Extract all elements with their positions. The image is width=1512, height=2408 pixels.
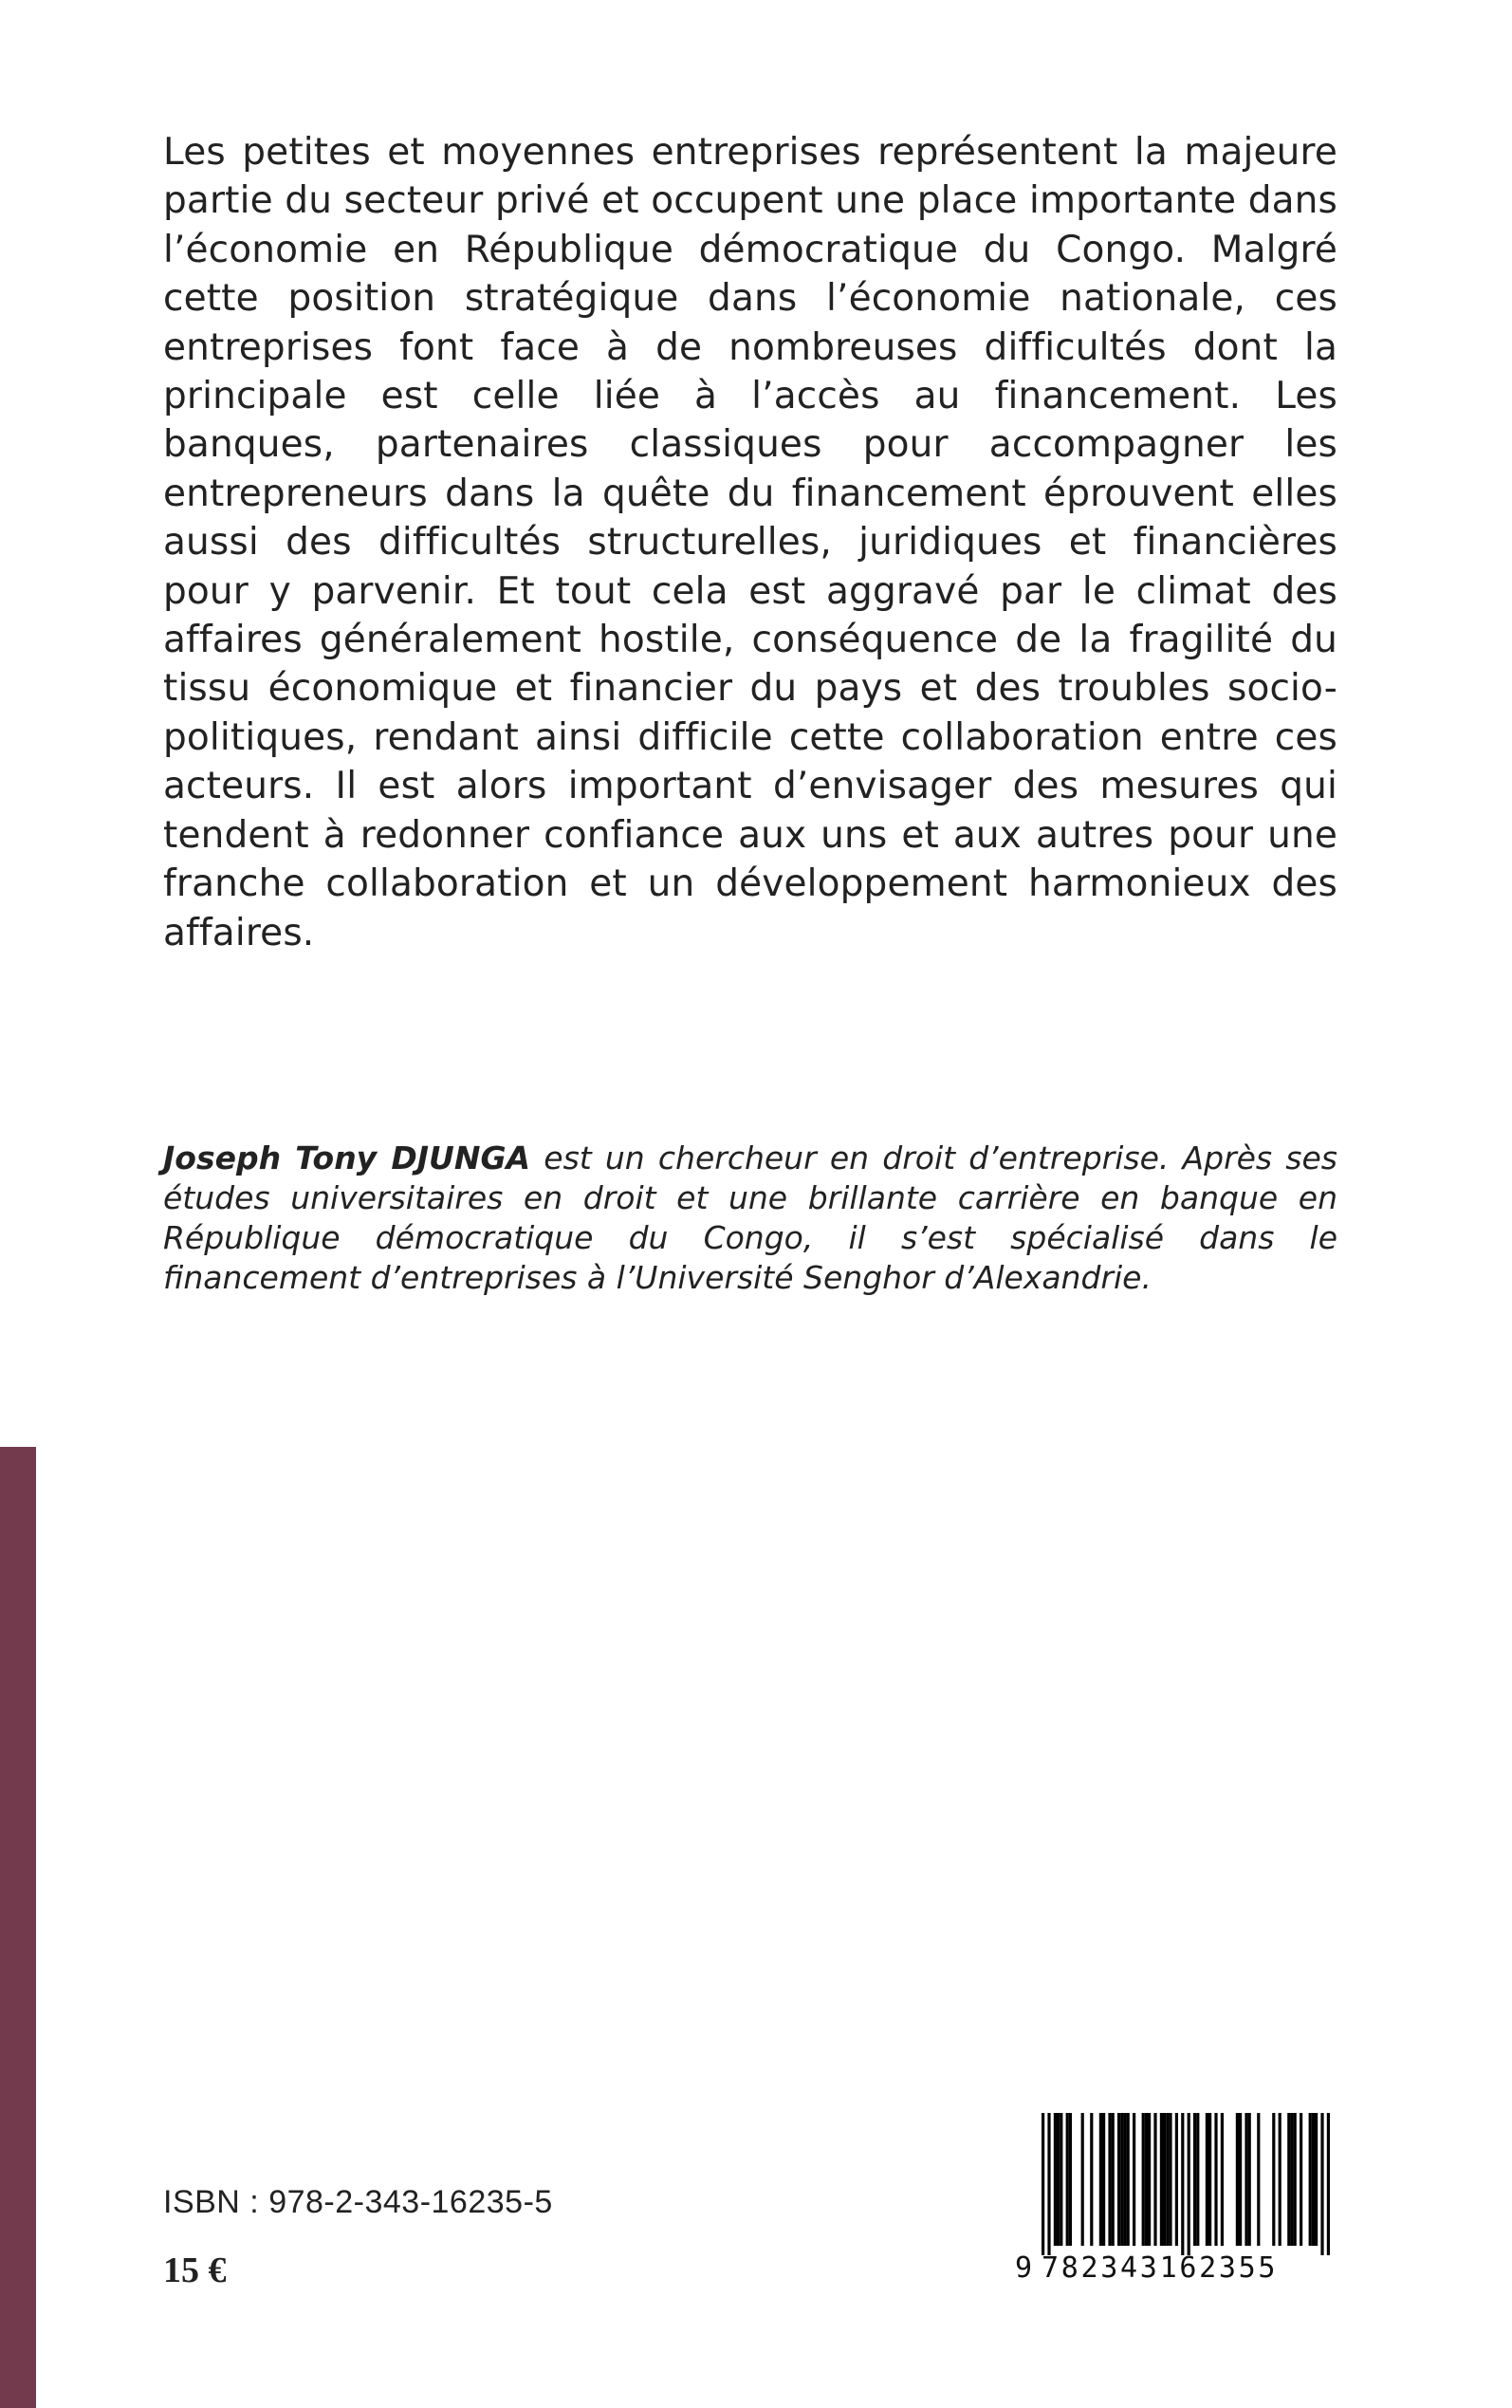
- barcode-bar: [1206, 2113, 1208, 2246]
- barcode-bar: [1148, 2113, 1151, 2246]
- barcode-bar: [1066, 2113, 1069, 2246]
- barcode-bar: [1123, 2113, 1126, 2246]
- barcode-bar: [1248, 2113, 1251, 2246]
- barcode-bar: [1142, 2113, 1145, 2246]
- barcode-bar: [1163, 2113, 1166, 2246]
- barcode-bar: [1120, 2113, 1123, 2246]
- barcode-bar: [1081, 2113, 1084, 2246]
- barcode-lead-digit: 9: [1015, 2251, 1033, 2285]
- barcode-bar: [1196, 2113, 1199, 2246]
- barcode-bar: [1320, 2113, 1323, 2255]
- barcode-bar: [1315, 2113, 1318, 2246]
- barcode-bar: [1099, 2113, 1102, 2246]
- barcode-bar: [1312, 2113, 1315, 2246]
- barcode-bar: [1309, 2113, 1312, 2246]
- barcode-bar: [1160, 2113, 1163, 2246]
- barcode-bar: [1287, 2113, 1290, 2246]
- barcode-bar: [1153, 2113, 1156, 2246]
- barcode-bar: [1208, 2113, 1211, 2246]
- barcode-bar: [1290, 2113, 1293, 2246]
- barcode-bar: [1175, 2113, 1178, 2246]
- barcode-bar: [1236, 2113, 1239, 2246]
- barcode-bar: [1257, 2113, 1260, 2246]
- barcode-bar: [1069, 2113, 1072, 2246]
- barcode-bar: [1047, 2113, 1050, 2255]
- barcode-bar: [1188, 2113, 1190, 2255]
- barcode-bar: [1214, 2113, 1217, 2246]
- barcode-bar: [1054, 2113, 1057, 2246]
- barcode-bar: [1169, 2113, 1171, 2246]
- barcode-bar: [1102, 2113, 1105, 2246]
- barcode-bar: [1042, 2113, 1044, 2255]
- barcode-bar: [1300, 2113, 1302, 2246]
- price: 15 €: [163, 2251, 227, 2290]
- summary-text: Les petites et moyennes entreprises représentent la majeure partie du secteur privé et occupent une place importante dans l’économie en République démocratique du Congo. Malgré cette position stratégique dans l’économie nationale, ces entreprises font face à de nombreuses difficultés dont la principale est celle liée à l’accès au financement. Les banques, partenaires classiques pour accompagner les entrepreneurs dans la quête du financement éprouvent elles aussi des difficultés structurelles, juridiques et financières pour y parvenir. Et tout cela est aggravé par le climat des affaires généralement hostile, conséquence de la fragilité du tissu économique et financier du pays et des troubles socio-politiques, rendant ainsi difficile cette collaboration entre ces acteurs. Il est alors important d’envisager des mesures qui tendent à redonner confiance aux uns et aux autres pour une franche collaboration et un développement harmonieux des affaires.: [163, 131, 1337, 954]
- barcode-bar: [1221, 2113, 1224, 2246]
- isbn: ISBN : 978-2-343-16235-5: [163, 2184, 553, 2220]
- barcode-bars: [1036, 2113, 1330, 2255]
- barcode-bar: [1327, 2113, 1330, 2255]
- barcode-bar: [1239, 2113, 1242, 2246]
- author-bio: [163, 1139, 1337, 1298]
- accent-bar: [0, 1447, 36, 2408]
- barcode-digits: 782343162355: [1042, 2251, 1279, 2285]
- barcode-bar: [1193, 2113, 1196, 2246]
- barcode-bar: [1279, 2113, 1282, 2246]
- barcode-bar: [1060, 2113, 1062, 2246]
- barcode-bar: [1108, 2113, 1111, 2246]
- barcode-bar: [1112, 2113, 1115, 2246]
- barcode-bar: [1181, 2113, 1184, 2255]
- barcode-bar: [1090, 2113, 1093, 2246]
- barcode-bar: [1272, 2113, 1275, 2246]
- barcode-bar: [1245, 2113, 1247, 2246]
- barcode-bar: [1294, 2113, 1297, 2246]
- author-bio-text: est un chercheur en droit d’entreprise. Après ses études universitaires en droit et une brillante carrière en banque en République démocratique du Congo, il s’est spécialisé dans le financement d’entreprises à l’Université Senghor d’Alexandrie.: [163, 1139, 1337, 1296]
- barcode-bar: [1057, 2113, 1060, 2246]
- barcode-bar: [1117, 2113, 1120, 2246]
- author-name: Joseph Tony DJUNGA: [163, 1139, 531, 1176]
- barcode-bar: [1166, 2113, 1169, 2246]
- barcode-bar: [1145, 2113, 1148, 2246]
- barcode-bar: [1127, 2113, 1130, 2246]
- barcode-bar: [1133, 2113, 1135, 2246]
